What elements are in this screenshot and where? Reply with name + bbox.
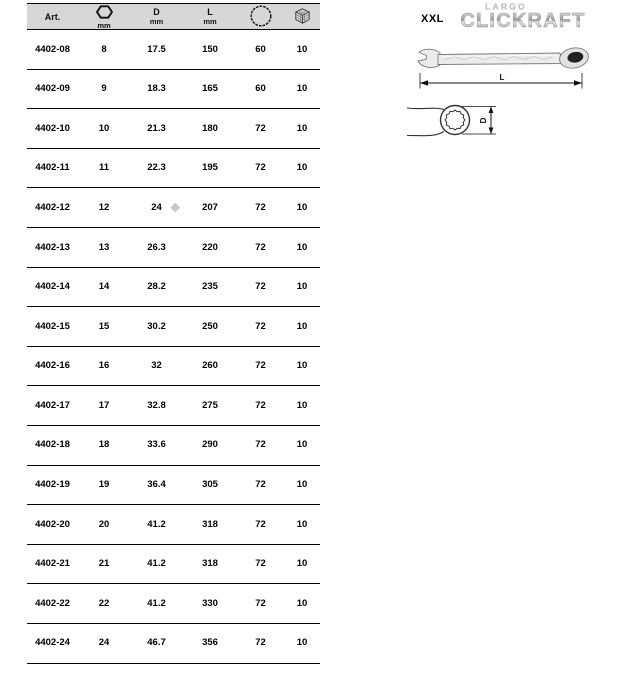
d-mm-text: 41.2: [147, 558, 166, 570]
d-mm-value: [130, 638, 183, 648]
teeth-count-value: 72: [255, 320, 266, 332]
pack-qty-value: 10: [296, 320, 308, 332]
size-mm-value: 12: [98, 201, 110, 213]
table-row: [27, 149, 320, 189]
hex-nut-size-icon: [96, 5, 113, 21]
art-number: 4402-22: [35, 597, 70, 609]
d-mm-value: [130, 163, 183, 173]
table-body: [27, 30, 320, 664]
pack-qty-value: 10: [296, 597, 308, 609]
teeth-count-value: 72: [255, 360, 266, 372]
art-number: 4402-15: [35, 320, 70, 332]
art-number: 4402-24: [35, 637, 70, 649]
l-mm-value: 275: [202, 399, 218, 411]
art-column-header: [27, 13, 78, 22]
teeth-count-value: 72: [255, 637, 266, 649]
l-mm-value: 318: [202, 518, 218, 530]
pack-qty-value: 10: [296, 439, 308, 451]
d-mm-text: 28.2: [147, 281, 166, 293]
l-mm-value: 250: [202, 320, 218, 332]
table-row: [27, 30, 320, 70]
diamond-marker: [170, 203, 179, 212]
d-mm-value: [130, 559, 183, 569]
size-mm-value: 14: [98, 281, 110, 293]
d-mm-text: 32: [151, 360, 162, 372]
art-number: 4402-19: [35, 479, 70, 491]
ratchet-teeth-circle-icon: [249, 4, 273, 30]
logo-top-text: LARGO: [485, 1, 527, 12]
l-header-label: L: [207, 7, 213, 18]
table-row: [27, 70, 320, 110]
d-mm-value: [130, 124, 183, 134]
table-header-row: [27, 3, 320, 30]
teeth-count-value: 72: [255, 201, 266, 213]
size-mm-value: 11: [98, 162, 110, 174]
diameter-dimension-label: D: [479, 117, 488, 124]
l-mm-value: 260: [202, 360, 218, 372]
teeth-count-value: 72: [255, 281, 266, 293]
d-mm-value: [130, 361, 183, 371]
d-column-header: [130, 8, 183, 26]
catalog-table: [27, 3, 320, 664]
d-mm-value: [130, 401, 183, 411]
d-mm-value: [130, 84, 183, 94]
table-row: [27, 545, 320, 585]
table-row: [27, 426, 320, 466]
pack-column-header: [284, 8, 320, 26]
d-mm-text: 41.2: [147, 597, 166, 609]
pack-qty-value: 10: [296, 162, 308, 174]
l-mm-value: 290: [202, 439, 218, 451]
pack-qty-value: 10: [296, 241, 308, 253]
teeth-column-header: [237, 4, 284, 30]
d-mm-text: 41.2: [147, 518, 166, 530]
length-dimension-label: L: [499, 73, 505, 82]
d-mm-text: 24: [151, 201, 162, 213]
size-mm-value: 21: [98, 558, 110, 570]
table-row: [27, 624, 320, 664]
teeth-count-value: 72: [255, 399, 266, 411]
size-column-header: [78, 5, 130, 30]
teeth-count-value: 60: [255, 43, 266, 55]
l-mm-value: 330: [202, 597, 218, 609]
table-row: [27, 188, 320, 228]
length-dimension: [420, 73, 582, 89]
d-mm-value: [130, 203, 183, 213]
l-mm-value: 195: [202, 162, 218, 174]
size-mm-value: 16: [98, 360, 110, 372]
teeth-count-value: 60: [255, 83, 266, 95]
size-mm-value: 18: [98, 439, 110, 451]
xxl-size-tag: XXL: [421, 13, 444, 25]
l-mm-value: 150: [202, 43, 218, 55]
size-mm-value: 8: [101, 43, 107, 55]
teeth-count-value: 72: [255, 597, 266, 609]
d-header-label: D: [153, 7, 160, 18]
size-mm-value: 17: [98, 399, 110, 411]
table-row: [27, 347, 320, 387]
art-header-label: Art.: [44, 11, 61, 22]
art-number: 4402-21: [35, 558, 70, 570]
table-row: [27, 268, 320, 308]
teeth-count-value: 72: [255, 558, 266, 570]
d-mm-text: 22.3: [147, 162, 166, 174]
l-mm-value: 207: [202, 201, 218, 213]
l-mm-value: 305: [202, 479, 218, 491]
pack-qty-value: 10: [296, 122, 308, 134]
size-mm-value: 15: [98, 320, 110, 332]
l-mm-value: 318: [202, 558, 218, 570]
table-row: [27, 505, 320, 545]
art-number: 4402-17: [35, 399, 70, 411]
l-mm-value: 356: [202, 637, 218, 649]
table-row: [27, 466, 320, 506]
art-number: 4402-20: [35, 518, 70, 530]
open-end-jaw: [418, 49, 440, 67]
ring-end: [558, 46, 590, 71]
d-mm-value: [130, 243, 183, 253]
table-row: [27, 109, 320, 149]
wrench-side-view: [418, 46, 590, 71]
pack-qty-value: 10: [296, 281, 308, 293]
d-mm-value: [130, 440, 183, 450]
d-mm-value: [130, 282, 183, 292]
d-mm-text: 21.3: [147, 122, 166, 134]
size-mm-value: 24: [98, 637, 110, 649]
teeth-count-value: 72: [255, 241, 266, 253]
d-mm-value: [130, 480, 183, 490]
pack-qty-value: 10: [296, 558, 308, 570]
pack-qty-value: 10: [296, 360, 308, 372]
d-mm-text: 33.6: [147, 439, 166, 451]
d-unit-label: mm: [149, 17, 164, 27]
d-mm-text: 30.2: [147, 320, 166, 332]
d-mm-text: 32.8: [147, 399, 166, 411]
table-row: [27, 386, 320, 426]
table-row: [27, 228, 320, 268]
d-mm-value: [130, 45, 183, 55]
d-mm-text: 17.5: [147, 43, 166, 55]
pack-qty-value: 10: [296, 83, 308, 95]
l-unit-label: mm: [203, 17, 217, 27]
art-number: 4402-12: [35, 201, 70, 213]
size-unit-label: mm: [97, 20, 111, 30]
teeth-count-value: 72: [255, 122, 266, 134]
l-mm-value: 165: [202, 83, 218, 95]
pack-qty-value: 10: [296, 637, 308, 649]
art-number: 4402-18: [35, 439, 70, 451]
pack-qty-value: 10: [296, 518, 308, 530]
l-mm-value: 220: [202, 241, 218, 253]
size-mm-value: 22: [98, 597, 110, 609]
teeth-count-value: 72: [255, 479, 266, 491]
size-mm-value: 10: [98, 122, 110, 134]
d-mm-value: [130, 599, 183, 609]
d-mm-text: 18.3: [147, 83, 166, 95]
size-mm-value: 13: [98, 241, 110, 253]
pack-quantity-cube-icon: [295, 8, 310, 26]
teeth-count-value: 72: [255, 162, 266, 174]
l-mm-value: 180: [202, 122, 218, 134]
pack-qty-value: 10: [296, 399, 308, 411]
art-number: 4402-08: [35, 43, 70, 55]
d-mm-text: 46.7: [147, 637, 166, 649]
teeth-count-value: 72: [255, 439, 266, 451]
table-row: [27, 307, 320, 347]
pack-qty-value: 10: [296, 43, 308, 55]
clickraft-logo: [449, 0, 597, 32]
wrench-illustration: [402, 40, 602, 152]
art-number: 4402-09: [35, 83, 70, 95]
l-mm-value: 235: [202, 281, 218, 293]
pack-qty-value: 10: [296, 201, 308, 213]
l-column-header: [183, 8, 237, 26]
size-mm-value: 19: [98, 479, 110, 491]
size-mm-value: 9: [101, 83, 107, 95]
d-mm-value: [130, 322, 183, 332]
size-mm-value: 20: [98, 518, 110, 530]
art-number: 4402-13: [35, 241, 70, 253]
teeth-count-value: 72: [255, 518, 266, 530]
d-mm-text: 26.3: [147, 241, 166, 253]
ring-front-view: [407, 106, 470, 136]
table-row: [27, 584, 320, 624]
logo-main-text: CLICKRAFT: [460, 10, 586, 32]
d-mm-value: [130, 520, 183, 530]
art-number: 4402-10: [35, 122, 70, 134]
art-number: 4402-11: [35, 162, 70, 174]
pack-qty-value: 10: [296, 479, 308, 491]
art-number: 4402-14: [35, 281, 70, 293]
d-mm-text: 36.4: [147, 479, 166, 491]
art-number: 4402-16: [35, 360, 70, 372]
